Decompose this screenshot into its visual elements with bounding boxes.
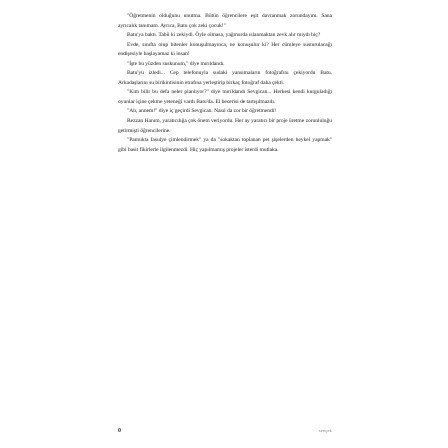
paragraph: "Ah, annem!" diye iç geçirdi Sevgican. Nasıl da zor bir öğretmendi! bbox=[127, 108, 277, 115]
paragraph: Rezzan Hanım, yaratıcılığa çok önem veriyordu. Her ay yaratıcı bir proje üretme zorunluluğu getirmişti öğrencilerine. bbox=[118, 118, 332, 134]
page-number: 0 bbox=[118, 428, 121, 434]
paragraph: Batu'ya baktı. Tabii ki zekiydi. Öyle olmasa, yağmurda ıslanmaktan zevk alır mıydı hiç? bbox=[127, 32, 321, 39]
paragraph: "Pamukta fasulye çimlendirmek" ya da "sokaktan toplanan pet şişelerden heykel yapmak" gibi basit fikirlerle ilgilenmezdi. Hiç yapılmamış projeler isterdi mutlaka. bbox=[118, 137, 332, 153]
body-text bbox=[118, 12, 332, 155]
paragraph: "Öğretmenin olduğunu unutma. Bütün öğrencilere eşit davranmak zorundayım. Sana ayrıcalık tanımam. Ayrıca, Batu çok zeki çocuk!" bbox=[118, 13, 332, 29]
paragraph: Evde, sınıfta olup bitenler konuşulmayınca, ne konuşulur ki? Her cümleye susturulacağı endişesiyle başlayamaz ki insan! bbox=[118, 41, 332, 58]
paragraph: Batu'yu izledi... Cep telefonuyla sudaki yansımaların fotoğrafını çekiyordu Batu. Arkadaşlarını su birikintisinin etrafına yerleştirip birkaç fotoğraf daha çekti. bbox=[118, 70, 332, 86]
publisher-mark: seeçek bbox=[319, 428, 333, 433]
paragraph: "Kim bilir bu defa neler planlıyor?" diye mırıldandı Sevgican... Herkesi kendi kurguladığı oyunlar içine çekme yeteneği vardı Batu'da. El becerisi de tartışılmazdı. bbox=[118, 89, 332, 105]
paragraph: "İşte bu yüzden suskunum," diye mırıldandı. bbox=[127, 60, 225, 67]
